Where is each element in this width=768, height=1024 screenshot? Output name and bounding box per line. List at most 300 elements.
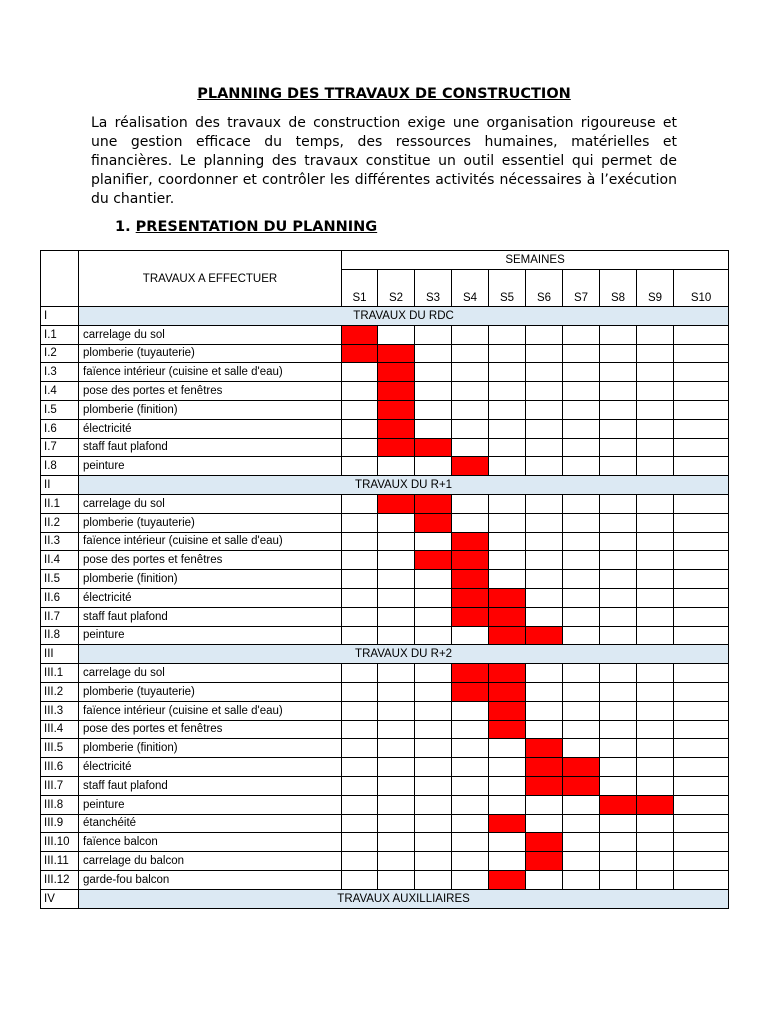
gantt-empty-cell — [600, 720, 637, 739]
section-row — [41, 476, 729, 495]
week-header-s1: S1 — [342, 270, 378, 307]
gantt-bar-cell — [489, 870, 526, 889]
gantt-empty-cell — [526, 457, 563, 476]
gantt-empty-cell — [415, 795, 452, 814]
gantt-empty-cell — [674, 382, 729, 401]
gantt-empty-cell — [674, 570, 729, 589]
gantt-bar-cell — [452, 607, 489, 626]
week-header-s5: S5 — [489, 270, 526, 307]
gantt-empty-cell — [378, 701, 415, 720]
gantt-empty-cell — [674, 513, 729, 532]
task-index: III.1 — [41, 664, 79, 683]
gantt-empty-cell — [415, 720, 452, 739]
gantt-empty-cell — [489, 494, 526, 513]
gantt-empty-cell — [674, 682, 729, 701]
gantt-bar-cell — [378, 344, 415, 363]
gantt-empty-cell — [600, 758, 637, 777]
gantt-empty-cell — [637, 344, 674, 363]
gantt-empty-cell — [637, 570, 674, 589]
task-index: II.6 — [41, 588, 79, 607]
task-row — [41, 532, 729, 551]
gantt-empty-cell — [674, 438, 729, 457]
gantt-empty-cell — [452, 776, 489, 795]
task-label: peinture — [79, 626, 342, 645]
task-label: plomberie (finition) — [79, 739, 342, 758]
intro-paragraph: La réalisation des travaux de construction exige une organisation rigoureuse et une gestion efficace du temps, des ressources humaines, matérielles et financières. Le planning des travaux constitue un outil essentiel qui permet de planifier, coordonner et contrôler les différentes activités nécessaires à l’exécution du chantier. — [91, 115, 677, 207]
task-index: III.12 — [41, 870, 79, 889]
gantt-empty-cell — [637, 325, 674, 344]
task-row — [41, 513, 729, 532]
gantt-empty-cell — [563, 682, 600, 701]
gantt-empty-cell — [342, 419, 378, 438]
gantt-empty-cell — [378, 776, 415, 795]
gantt-empty-cell — [563, 852, 600, 871]
gantt-empty-cell — [674, 494, 729, 513]
gantt-empty-cell — [342, 382, 378, 401]
task-index: II.8 — [41, 626, 79, 645]
task-label: faïence intérieur (cuisine et salle d'eau) — [79, 363, 342, 382]
task-row — [41, 870, 729, 889]
document-title: PLANNING DES TTRAVAUX DE CONSTRUCTION — [197, 86, 571, 102]
gantt-empty-cell — [415, 758, 452, 777]
gantt-empty-cell — [600, 776, 637, 795]
gantt-bar-cell — [489, 814, 526, 833]
gantt-empty-cell — [637, 776, 674, 795]
task-index: I.4 — [41, 382, 79, 401]
task-index: I.2 — [41, 344, 79, 363]
gantt-empty-cell — [637, 720, 674, 739]
gantt-empty-cell — [674, 852, 729, 871]
task-row — [41, 588, 729, 607]
week-header-s4: S4 — [452, 270, 489, 307]
task-label: carrelage du sol — [79, 494, 342, 513]
gantt-empty-cell — [674, 720, 729, 739]
gantt-empty-cell — [489, 795, 526, 814]
gantt-empty-cell — [674, 739, 729, 758]
gantt-empty-cell — [415, 682, 452, 701]
task-index: III.11 — [41, 852, 79, 871]
gantt-empty-cell — [415, 739, 452, 758]
gantt-bar-cell — [489, 720, 526, 739]
index-header-cell — [41, 251, 79, 307]
gantt-empty-cell — [600, 664, 637, 683]
gantt-bar-cell — [452, 570, 489, 589]
gantt-empty-cell — [342, 739, 378, 758]
work-header: TRAVAUX A EFFECTUER — [79, 251, 342, 307]
gantt-empty-cell — [415, 833, 452, 852]
gantt-empty-cell — [378, 626, 415, 645]
task-index: III.9 — [41, 814, 79, 833]
task-row — [41, 701, 729, 720]
gantt-empty-cell — [489, 852, 526, 871]
gantt-empty-cell — [415, 344, 452, 363]
task-label: plomberie (finition) — [79, 400, 342, 419]
week-header-s8: S8 — [600, 270, 637, 307]
task-index: II.7 — [41, 607, 79, 626]
gantt-bar-cell — [452, 664, 489, 683]
gantt-empty-cell — [452, 494, 489, 513]
task-row — [41, 419, 729, 438]
gantt-bar-cell — [378, 382, 415, 401]
gantt-empty-cell — [452, 438, 489, 457]
gantt-empty-cell — [526, 382, 563, 401]
gantt-empty-cell — [563, 833, 600, 852]
gantt-empty-cell — [489, 513, 526, 532]
gantt-empty-cell — [378, 588, 415, 607]
gantt-empty-cell — [637, 457, 674, 476]
gantt-empty-cell — [489, 363, 526, 382]
gantt-empty-cell — [637, 682, 674, 701]
task-row — [41, 494, 729, 513]
gantt-empty-cell — [378, 870, 415, 889]
section-index: IV — [41, 889, 79, 908]
gantt-empty-cell — [415, 382, 452, 401]
gantt-empty-cell — [600, 513, 637, 532]
gantt-empty-cell — [342, 758, 378, 777]
weeks-header: SEMAINES — [342, 251, 729, 270]
section-number: 1. — [115, 219, 131, 235]
gantt-empty-cell — [637, 551, 674, 570]
gantt-empty-cell — [452, 795, 489, 814]
gantt-empty-cell — [637, 626, 674, 645]
gantt-empty-cell — [342, 570, 378, 589]
gantt-empty-cell — [637, 400, 674, 419]
gantt-empty-cell — [378, 325, 415, 344]
task-row — [41, 400, 729, 419]
section-index: II — [41, 476, 79, 495]
gantt-empty-cell — [452, 870, 489, 889]
gantt-empty-cell — [415, 626, 452, 645]
gantt-empty-cell — [342, 457, 378, 476]
section-title-cell: TRAVAUX DU R+1 — [79, 476, 729, 495]
gantt-empty-cell — [489, 551, 526, 570]
section-index: I — [41, 307, 79, 326]
gantt-empty-cell — [526, 701, 563, 720]
gantt-empty-cell — [563, 494, 600, 513]
gantt-empty-cell — [600, 494, 637, 513]
gantt-empty-cell — [489, 325, 526, 344]
gantt-empty-cell — [342, 833, 378, 852]
gantt-empty-cell — [600, 814, 637, 833]
gantt-empty-cell — [415, 400, 452, 419]
gantt-empty-cell — [342, 513, 378, 532]
task-label: plomberie (tuyauterie) — [79, 513, 342, 532]
gantt-empty-cell — [674, 870, 729, 889]
week-header-s10: S10 — [674, 270, 729, 307]
gantt-bar-cell — [452, 588, 489, 607]
task-index: I.3 — [41, 363, 79, 382]
gantt-empty-cell — [600, 419, 637, 438]
task-row — [41, 664, 729, 683]
gantt-empty-cell — [674, 776, 729, 795]
gantt-empty-cell — [526, 720, 563, 739]
section-title: PRESENTATION DU PLANNING — [135, 219, 378, 235]
gantt-bar-cell — [342, 344, 378, 363]
gantt-empty-cell — [526, 795, 563, 814]
task-row — [41, 814, 729, 833]
task-label: peinture — [79, 795, 342, 814]
gantt-empty-cell — [563, 382, 600, 401]
gantt-bar-cell — [452, 682, 489, 701]
gantt-empty-cell — [342, 664, 378, 683]
gantt-empty-cell — [600, 852, 637, 871]
task-index: III.4 — [41, 720, 79, 739]
gantt-empty-cell — [452, 739, 489, 758]
gantt-bar-cell — [452, 551, 489, 570]
task-index: II.5 — [41, 570, 79, 589]
task-label: électricité — [79, 419, 342, 438]
gantt-empty-cell — [674, 607, 729, 626]
gantt-empty-cell — [637, 739, 674, 758]
gantt-empty-cell — [526, 363, 563, 382]
task-row — [41, 776, 729, 795]
gantt-empty-cell — [489, 570, 526, 589]
gantt-empty-cell — [526, 870, 563, 889]
gantt-empty-cell — [637, 852, 674, 871]
gantt-empty-cell — [563, 570, 600, 589]
task-row — [41, 720, 729, 739]
section-title-cell: TRAVAUX DU R+2 — [79, 645, 729, 664]
gantt-empty-cell — [526, 532, 563, 551]
gantt-empty-cell — [452, 758, 489, 777]
gantt-empty-cell — [342, 607, 378, 626]
gantt-empty-cell — [674, 400, 729, 419]
gantt-empty-cell — [342, 870, 378, 889]
week-header-s9: S9 — [637, 270, 674, 307]
gantt-empty-cell — [563, 513, 600, 532]
task-index: III.2 — [41, 682, 79, 701]
gantt-empty-cell — [452, 513, 489, 532]
gantt-empty-cell — [342, 720, 378, 739]
gantt-empty-cell — [378, 551, 415, 570]
task-row — [41, 382, 729, 401]
gantt-empty-cell — [600, 833, 637, 852]
gantt-bar-cell — [489, 626, 526, 645]
gantt-empty-cell — [415, 532, 452, 551]
task-index: III.10 — [41, 833, 79, 852]
gantt-empty-cell — [452, 363, 489, 382]
gantt-empty-cell — [600, 400, 637, 419]
gantt-empty-cell — [563, 626, 600, 645]
gantt-bar-cell — [526, 626, 563, 645]
gantt-empty-cell — [674, 588, 729, 607]
gantt-empty-cell — [378, 852, 415, 871]
gantt-empty-cell — [415, 852, 452, 871]
gantt-empty-cell — [342, 814, 378, 833]
task-label: garde-fou balcon — [79, 870, 342, 889]
gantt-bar-cell — [415, 513, 452, 532]
planning-table — [40, 250, 729, 909]
gantt-empty-cell — [452, 814, 489, 833]
gantt-bar-cell — [489, 607, 526, 626]
gantt-empty-cell — [342, 363, 378, 382]
task-label: étanchéité — [79, 814, 342, 833]
gantt-empty-cell — [415, 588, 452, 607]
task-label: pose des portes et fenêtres — [79, 720, 342, 739]
gantt-empty-cell — [526, 551, 563, 570]
gantt-empty-cell — [563, 814, 600, 833]
task-row — [41, 833, 729, 852]
gantt-bar-cell — [378, 419, 415, 438]
week-header-s2: S2 — [378, 270, 415, 307]
gantt-empty-cell — [600, 363, 637, 382]
gantt-bar-cell — [563, 776, 600, 795]
section-heading — [115, 219, 377, 235]
section-title-cell: TRAVAUX AUXILLIAIRES — [79, 889, 729, 908]
gantt-bar-cell — [637, 795, 674, 814]
gantt-empty-cell — [600, 532, 637, 551]
gantt-empty-cell — [526, 325, 563, 344]
gantt-empty-cell — [674, 833, 729, 852]
gantt-empty-cell — [674, 701, 729, 720]
task-label: plomberie (tuyauterie) — [79, 344, 342, 363]
gantt-empty-cell — [452, 325, 489, 344]
gantt-empty-cell — [378, 664, 415, 683]
gantt-empty-cell — [526, 814, 563, 833]
gantt-empty-cell — [674, 363, 729, 382]
gantt-empty-cell — [489, 419, 526, 438]
task-label: pose des portes et fenêtres — [79, 551, 342, 570]
gantt-empty-cell — [342, 532, 378, 551]
gantt-empty-cell — [415, 870, 452, 889]
gantt-bar-cell — [452, 532, 489, 551]
gantt-empty-cell — [600, 626, 637, 645]
gantt-empty-cell — [600, 701, 637, 720]
gantt-empty-cell — [563, 739, 600, 758]
gantt-empty-cell — [526, 664, 563, 683]
gantt-bar-cell — [526, 833, 563, 852]
gantt-empty-cell — [452, 852, 489, 871]
task-row — [41, 852, 729, 871]
gantt-empty-cell — [489, 438, 526, 457]
task-index: I.7 — [41, 438, 79, 457]
gantt-empty-cell — [637, 701, 674, 720]
task-label: staff faut plafond — [79, 438, 342, 457]
week-header-s6: S6 — [526, 270, 563, 307]
gantt-empty-cell — [674, 344, 729, 363]
gantt-bar-cell — [378, 494, 415, 513]
gantt-bar-cell — [378, 363, 415, 382]
gantt-empty-cell — [600, 870, 637, 889]
gantt-empty-cell — [489, 457, 526, 476]
gantt-empty-cell — [600, 438, 637, 457]
gantt-bar-cell — [489, 664, 526, 683]
gantt-empty-cell — [600, 344, 637, 363]
gantt-empty-cell — [526, 570, 563, 589]
task-row — [41, 438, 729, 457]
task-index: II.4 — [41, 551, 79, 570]
gantt-empty-cell — [378, 739, 415, 758]
task-label: carrelage du balcon — [79, 852, 342, 871]
gantt-empty-cell — [378, 457, 415, 476]
gantt-empty-cell — [637, 438, 674, 457]
gantt-empty-cell — [674, 325, 729, 344]
task-index: II.2 — [41, 513, 79, 532]
gantt-empty-cell — [342, 795, 378, 814]
gantt-empty-cell — [526, 438, 563, 457]
task-label: faïence balcon — [79, 833, 342, 852]
task-label: électricité — [79, 758, 342, 777]
gantt-empty-cell — [637, 513, 674, 532]
gantt-empty-cell — [563, 532, 600, 551]
gantt-empty-cell — [674, 419, 729, 438]
gantt-bar-cell — [489, 701, 526, 720]
gantt-empty-cell — [563, 588, 600, 607]
gantt-empty-cell — [563, 363, 600, 382]
gantt-empty-cell — [563, 400, 600, 419]
gantt-empty-cell — [600, 682, 637, 701]
gantt-empty-cell — [415, 776, 452, 795]
gantt-empty-cell — [378, 570, 415, 589]
gantt-empty-cell — [489, 344, 526, 363]
gantt-empty-cell — [378, 532, 415, 551]
task-label: staff faut plafond — [79, 776, 342, 795]
task-label: carrelage du sol — [79, 325, 342, 344]
task-index: III.7 — [41, 776, 79, 795]
gantt-empty-cell — [452, 701, 489, 720]
gantt-bar-cell — [600, 795, 637, 814]
gantt-empty-cell — [637, 382, 674, 401]
task-label: électricité — [79, 588, 342, 607]
gantt-empty-cell — [563, 419, 600, 438]
gantt-empty-cell — [378, 814, 415, 833]
gantt-empty-cell — [378, 758, 415, 777]
gantt-empty-cell — [563, 325, 600, 344]
gantt-empty-cell — [415, 325, 452, 344]
gantt-empty-cell — [489, 758, 526, 777]
gantt-empty-cell — [563, 701, 600, 720]
gantt-empty-cell — [415, 701, 452, 720]
gantt-empty-cell — [452, 833, 489, 852]
gantt-empty-cell — [342, 701, 378, 720]
task-row — [41, 570, 729, 589]
task-label: peinture — [79, 457, 342, 476]
task-index: I.1 — [41, 325, 79, 344]
gantt-empty-cell — [563, 664, 600, 683]
gantt-empty-cell — [674, 626, 729, 645]
gantt-empty-cell — [600, 570, 637, 589]
gantt-empty-cell — [600, 739, 637, 758]
gantt-empty-cell — [563, 870, 600, 889]
task-row — [41, 325, 729, 344]
gantt-empty-cell — [526, 419, 563, 438]
gantt-bar-cell — [526, 758, 563, 777]
gantt-empty-cell — [600, 382, 637, 401]
task-label: faïence intérieur (cuisine et salle d'eau) — [79, 532, 342, 551]
task-label: plomberie (finition) — [79, 570, 342, 589]
task-label: plomberie (tuyauterie) — [79, 682, 342, 701]
task-row — [41, 551, 729, 570]
gantt-empty-cell — [563, 795, 600, 814]
header-row — [41, 251, 729, 270]
task-index: I.5 — [41, 400, 79, 419]
gantt-empty-cell — [637, 588, 674, 607]
gantt-empty-cell — [489, 833, 526, 852]
section-row — [41, 645, 729, 664]
gantt-bar-cell — [452, 457, 489, 476]
gantt-empty-cell — [674, 664, 729, 683]
gantt-empty-cell — [563, 438, 600, 457]
gantt-empty-cell — [378, 833, 415, 852]
gantt-bar-cell — [563, 758, 600, 777]
gantt-empty-cell — [378, 513, 415, 532]
gantt-empty-cell — [342, 776, 378, 795]
gantt-empty-cell — [674, 758, 729, 777]
gantt-empty-cell — [637, 419, 674, 438]
gantt-empty-cell — [526, 400, 563, 419]
gantt-empty-cell — [415, 607, 452, 626]
task-label: pose des portes et fenêtres — [79, 382, 342, 401]
